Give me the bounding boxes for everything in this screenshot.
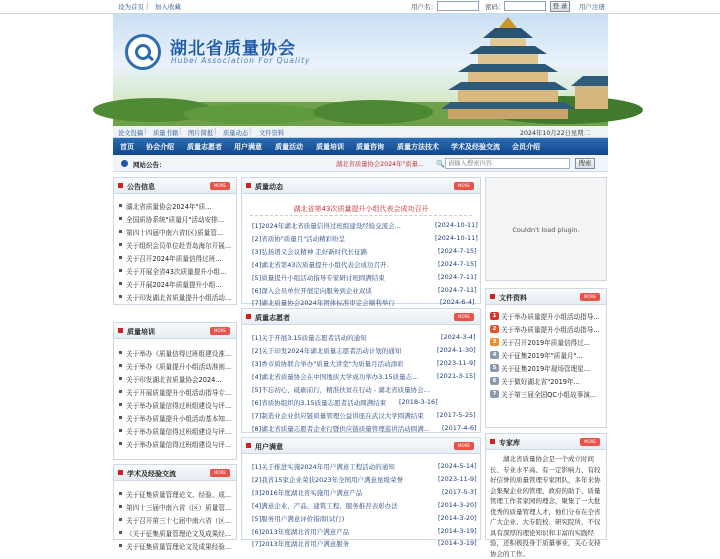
- bullet-icon: [118, 183, 123, 188]
- subnav-photo-briefs[interactable]: 图片简报: [188, 130, 214, 137]
- news-row[interactable]: [5]质量提升小组活动指导专家研讨班圆满结束: [252, 274, 385, 282]
- plugin-error-text: Couldn't load plugin.: [512, 226, 580, 234]
- news-date: [2017-5-25]: [437, 411, 476, 419]
- notice-panel: [113, 177, 237, 305]
- rank-4-icon: 4: [490, 351, 499, 359]
- banner: [113, 14, 608, 126]
- satisfaction-title: 用户满意: [255, 443, 283, 451]
- list-item[interactable]: 关于召开2024年质量信得过班...: [126, 255, 222, 263]
- bullet-icon: [118, 328, 123, 333]
- news-date: [2023-11-9]: [437, 359, 476, 367]
- news-date: [2024-3-4]: [441, 333, 476, 341]
- list-item[interactable]: 关于印发湖北省质量提升小组活动...: [126, 294, 232, 302]
- association-logo-icon: [125, 34, 161, 70]
- rank-1-icon: 1: [490, 312, 499, 320]
- add-favorite-link[interactable]: 加入收藏: [155, 3, 181, 11]
- list-item[interactable]: 关于征集质量管理论文、经验、成...: [126, 491, 232, 499]
- list-item[interactable]: 关于召开2019年质量信得过...: [501, 339, 591, 347]
- notice-more-button[interactable]: MORE: [210, 182, 230, 190]
- yellow-crane-tower-icon: [441, 17, 575, 119]
- register-link[interactable]: 用户注册: [579, 3, 605, 11]
- nav-methods[interactable]: 质量方法技术: [397, 143, 439, 151]
- speaker-icon: [121, 160, 128, 167]
- dynamics-title: 质量动态: [255, 183, 283, 191]
- banner-subtitle: Hubei Association For Quality: [171, 56, 311, 65]
- training-title: 质量培训: [127, 328, 155, 336]
- experts-description: 湖北省质量协会是一个成立时间长、专业水平高、有一定影响力、有较好信誉的质量管理专家团队，多年来协会集聚企业的管理、政府的助手、质量管理工作者家园的理念，聚集了一大批优秀的质量管理人才，他们分布在全省广大企业、大专院校、研究院所，不仅具有深厚的理论知识和丰富的实践经验，还积极投身于质量事业，关心支持协会的工作。: [490, 455, 601, 558]
- news-row[interactable]: [1]关于开展3.15质量志愿者活动的通知: [252, 334, 367, 342]
- experts-title: 专家库: [499, 439, 520, 447]
- list-item[interactable]: 关于征集2019年"质量月"...: [501, 352, 583, 360]
- news-date: [2024-7-15]: [438, 247, 477, 255]
- news-date: [2021-3-15]: [437, 372, 476, 380]
- news-row[interactable]: [7]2013年度湖北省用户满意服务: [252, 540, 350, 548]
- rank-2-icon: 2: [490, 325, 499, 333]
- list-item[interactable]: 关于举办质量提升小组活动基本知...: [126, 415, 232, 423]
- rank-5-icon: 5: [490, 364, 499, 372]
- nav-satisfaction[interactable]: 用户满意: [234, 143, 262, 151]
- news-date: [2014-3-19]: [438, 539, 477, 547]
- news-date: [2024-1-30]: [437, 346, 476, 354]
- training-panel: [113, 322, 237, 460]
- news-date: [2024-6-4]: [440, 298, 475, 306]
- news-row[interactable]: [4]湖北省第43次质量提升小组代表会成功召开.: [252, 261, 389, 269]
- news-date: [2014-3-20]: [438, 514, 477, 522]
- separator: |: [146, 2, 149, 10]
- rank-7-icon: 7: [490, 390, 499, 398]
- news-row[interactable]: [2]关于印发2024年湖北质量志愿者活动计划的通知: [252, 347, 402, 355]
- satisfaction-more-button[interactable]: MORE: [454, 442, 474, 450]
- news-row[interactable]: [5]不忘初心，砥砺前行，精准扶贫在行动 - 湖北省质量协会...: [252, 386, 430, 394]
- list-item[interactable]: 关于印发湖北省质量协会2024...: [126, 376, 222, 384]
- nav-academic[interactable]: 学术及经验交流: [451, 143, 500, 151]
- list-item[interactable]: 湖北省质量协会2024年"质...: [126, 203, 212, 211]
- bullet-icon: [490, 294, 495, 299]
- banner-scenery: [113, 14, 608, 126]
- files-panel: [485, 288, 607, 428]
- main-navigation: [113, 138, 608, 155]
- experts-panel: [485, 433, 607, 558]
- nav-volunteers[interactable]: 质量志愿者: [187, 143, 222, 151]
- list-item[interactable]: 关于征集质量管理论文及成果经验...: [126, 543, 232, 551]
- nav-consulting[interactable]: 质量咨询: [356, 143, 384, 151]
- top-bar: [0, 0, 720, 14]
- rank-3-icon: 3: [490, 338, 499, 346]
- nav-activities[interactable]: 质量活动: [275, 143, 303, 151]
- news-row[interactable]: [7]湖北质量协会2024年团体标准审定会顺利举行: [252, 299, 395, 307]
- bullet-icon: [246, 314, 251, 319]
- dynamics-more-button[interactable]: MORE: [454, 182, 474, 190]
- news-row[interactable]: [8]湖北省质量志愿者企业行暨供应链质量管理巡讲活动圆满...: [252, 425, 430, 433]
- notice-title: 公告信息: [127, 183, 155, 191]
- news-row[interactable]: [5]服务用户满意评价指南(试行): [252, 515, 345, 523]
- satisfaction-panel: [241, 437, 481, 548]
- news-row[interactable]: [1]关于推进实施2024年用户满意工程活动的通知: [252, 463, 395, 471]
- plugin-placeholder: [485, 177, 607, 281]
- dynamics-headline[interactable]: 湖北省第43次质量提升小组代表会成功召开: [293, 205, 429, 213]
- files-title: 文件资料: [499, 294, 527, 302]
- academic-panel: [113, 464, 237, 551]
- list-item[interactable]: 第四十三届中南六省（区）质量管...: [126, 504, 232, 512]
- list-item[interactable]: 关于举办质量提升小组活动指导...: [501, 326, 600, 334]
- list-item[interactable]: 关于举办《质量信得过班组建设准...: [126, 350, 232, 358]
- announcement-ticker[interactable]: 湖北省质量协会2024年"质量...: [336, 161, 424, 168]
- login-button[interactable]: 登 录: [550, 1, 570, 12]
- announcement-label: 网站公告：: [133, 161, 166, 169]
- list-item[interactable]: 关于召开第三十七届中南六省（区...: [126, 517, 232, 525]
- news-row[interactable]: [4]湖北省质量协会在中国地质大学成功举办3.15质量志...: [252, 373, 419, 381]
- search-input[interactable]: [445, 158, 570, 169]
- news-row[interactable]: [1]2024年湖北省质量信得过班组建设经验交流会...: [252, 222, 401, 230]
- news-row[interactable]: [7]制造业企业供应链质量管理公益讲座在武汉大学圆满结束: [252, 412, 424, 420]
- banner-title: 湖北省质量协会: [170, 39, 296, 59]
- news-date: [2014-3-19]: [438, 527, 477, 535]
- search-button[interactable]: 搜索: [575, 158, 595, 169]
- volunteers-panel: [241, 308, 481, 433]
- set-homepage-link[interactable]: 设为首页: [118, 3, 144, 11]
- news-date: [2017-5-3]: [442, 488, 477, 496]
- news-row[interactable]: [6]省质协组织的3.15质量志愿者活动圆满结束: [252, 399, 387, 407]
- nav-about[interactable]: 协会介绍: [146, 143, 174, 151]
- news-date: [2024-7-11]: [438, 286, 477, 294]
- bullet-icon: [246, 443, 251, 448]
- list-item[interactable]: 关于开展全省43次质量提升小组...: [126, 268, 227, 276]
- list-item[interactable]: 关于做好湖北省"2019年...: [501, 378, 580, 386]
- news-date: [2024-7-15]: [438, 260, 477, 268]
- password-label: 密码：: [485, 3, 505, 11]
- nav-members[interactable]: 会员介绍: [512, 143, 540, 151]
- list-item[interactable]: 关于举办质量信得过班组建设与评...: [126, 428, 232, 436]
- list-item[interactable]: 关于开展质量提升小组活动指导专...: [126, 389, 232, 397]
- username-input[interactable]: [437, 1, 479, 11]
- sub-navigation: 论文投稿 | 质量书籍 | 图片简报 | 质量动态 | 文件资料 2024年10月22日 星期二: [113, 126, 608, 138]
- search-icon: 🔍: [436, 160, 445, 168]
- bullet-icon: [246, 183, 251, 188]
- experts-more-button[interactable]: MORE: [580, 438, 600, 446]
- bullet-icon: [118, 470, 123, 475]
- current-date: 2024年10月22日: [520, 130, 571, 137]
- list-item[interactable]: 关于举办《质量提升小组活动准则...: [126, 363, 232, 371]
- news-date: [2024-10-11]: [435, 221, 478, 229]
- nav-home[interactable]: 首页: [120, 143, 134, 151]
- news-row[interactable]: [3]2016年度湖北省实施用户满意产品: [252, 489, 363, 497]
- training-more-button[interactable]: MORE: [210, 327, 230, 335]
- news-row[interactable]: [6]2013年度湖北省用户满意产品: [252, 528, 350, 536]
- username-label: 用户名：: [411, 3, 437, 11]
- files-more-button[interactable]: MORE: [580, 293, 600, 301]
- dynamics-panel: [241, 177, 481, 307]
- news-row[interactable]: [4]满意企业、产品、建筑工程、服务推荐表彰办法: [252, 502, 398, 510]
- subnav-quality-news[interactable]: 质量动态: [223, 130, 249, 137]
- subnav-documents[interactable]: 文件资料: [259, 130, 285, 137]
- subnav-paper-submission[interactable]: 论文投稿: [118, 130, 144, 137]
- list-item[interactable]: 第四十四届中南六省(区)质量管...: [126, 229, 224, 237]
- volunteers-title: 质量志愿者: [255, 314, 290, 322]
- volunteers-more-button[interactable]: MORE: [454, 313, 474, 321]
- academic-more-button[interactable]: MORE: [210, 469, 230, 477]
- news-row[interactable]: [3]香市质协联合举办"质量大讲堂"为质量月活动添彩: [252, 360, 404, 368]
- news-row[interactable]: [3]弘扬谱义会议精神 走好新时代长征路: [252, 248, 368, 256]
- list-item[interactable]: 全国质协系统"质量月"活动安排...: [126, 216, 225, 224]
- current-weekday: 星期二: [571, 130, 590, 137]
- password-input[interactable]: [504, 1, 546, 11]
- list-item[interactable]: 关于举办质量提升小组活动指导...: [501, 313, 600, 321]
- announcement-bar: [113, 155, 608, 172]
- list-item[interactable]: 关于开展2024年质量提升小组...: [126, 281, 222, 289]
- news-date: [2023-11-9]: [438, 475, 477, 483]
- list-item[interactable]: 关于举办质量信得过班组建设与评...: [126, 402, 232, 410]
- news-date: [2024-10-11]: [435, 234, 478, 242]
- list-item[interactable]: 关于征集2019年现场管理星...: [501, 365, 591, 373]
- news-date: [2018-3-16]: [399, 398, 438, 406]
- news-row[interactable]: [2]我省15家企业荣获2023年全国用户满意星级荣誉: [252, 476, 404, 484]
- news-row[interactable]: [6]深入会员单位开展定向服务到企业双谈: [252, 287, 372, 295]
- subnav-quality-books[interactable]: 质量书籍: [153, 130, 179, 137]
- news-date: [2024-5-14]: [438, 462, 477, 470]
- news-date: [2017-4-6]: [442, 424, 477, 432]
- news-row[interactable]: [2]省质协"质量月"活动精彩纷呈: [252, 235, 346, 243]
- news-date: [2024-7-11]: [438, 273, 477, 281]
- list-item[interactable]: 关于第三届全国QC小组故事演...: [501, 391, 597, 399]
- news-date: [2014-3-20]: [438, 501, 477, 509]
- list-item[interactable]: 《关于征集质量管理论文及成果经...: [126, 530, 232, 538]
- nav-training[interactable]: 质量培训: [316, 143, 344, 151]
- bullet-icon: [490, 439, 495, 444]
- list-item[interactable]: 关于组织会员单位赴青岛海尔开展...: [126, 242, 232, 250]
- academic-title: 学术及经验交流: [127, 470, 176, 478]
- rank-6-icon: 6: [490, 377, 499, 385]
- list-item[interactable]: 关于举办质量信得过班组建设与评...: [126, 441, 232, 449]
